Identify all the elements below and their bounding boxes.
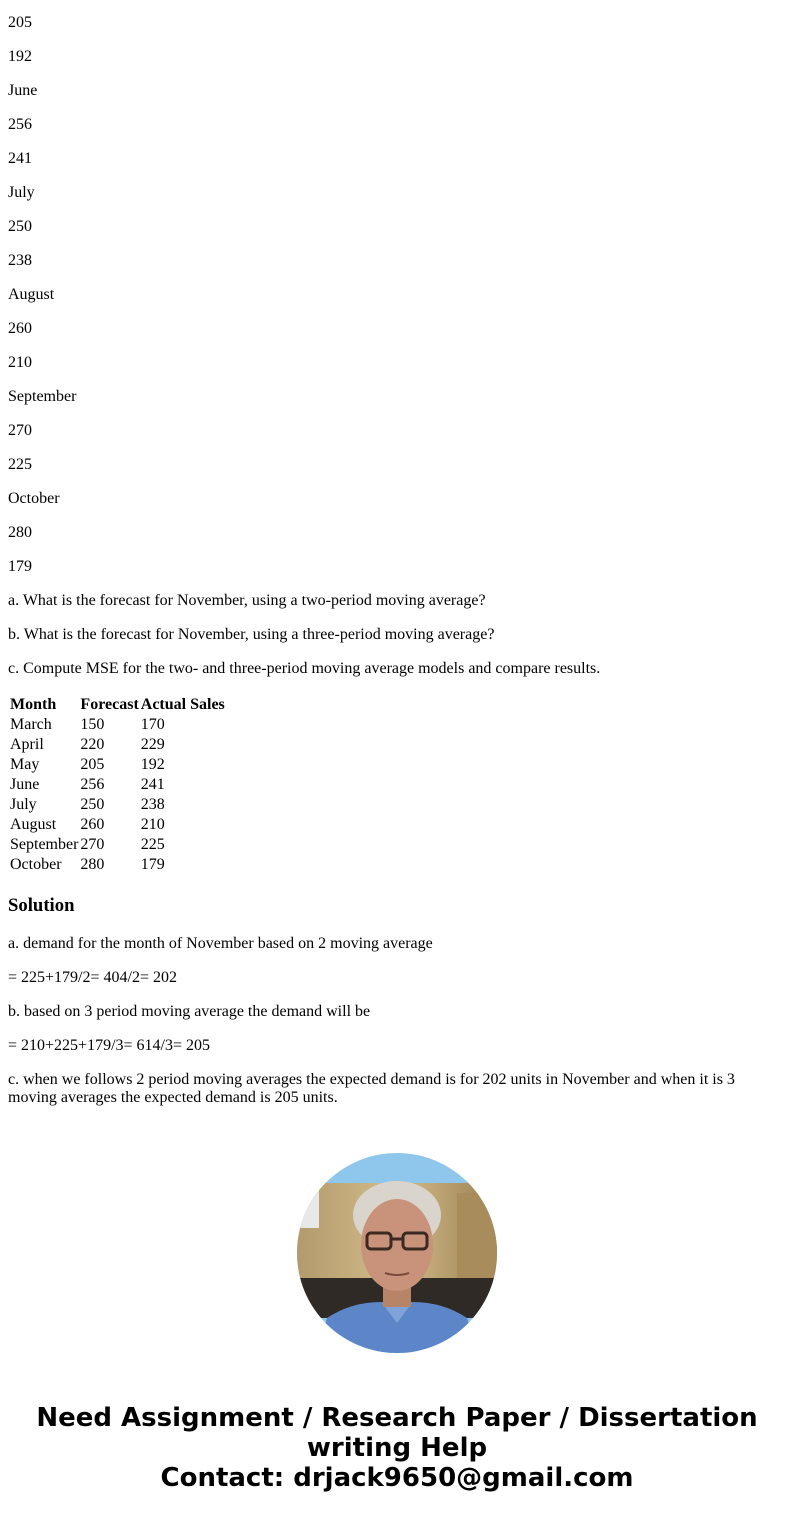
table-cell-forecast: 150 (80, 716, 105, 733)
question-data-line: 270 (8, 422, 32, 439)
table-cell-forecast: 250 (80, 796, 105, 813)
table-cell-forecast: 205 (80, 756, 105, 773)
solution-a-calc: = 225+179/2= 404/2= 202 (8, 969, 177, 986)
table-cell-month: March (10, 716, 52, 733)
table-cell-actual-sales: 238 (140, 796, 165, 813)
author-avatar (297, 1153, 497, 1353)
table-cell-forecast: 270 (80, 836, 105, 853)
solution-c-text: c. when we follows 2 period moving averages the expected demand is for 202 units in November and when it is 3 moving averages the expected demand is 205 units. (8, 1071, 735, 1106)
table-header-row (10, 696, 225, 714)
table-cell-month: July (10, 796, 37, 813)
question-data-line: 241 (8, 150, 32, 167)
contact-banner (0, 1403, 794, 1493)
table-cell-actual-sales: 229 (140, 736, 165, 753)
question-part-a: a. What is the forecast for November, using a two-period moving average? (8, 592, 486, 609)
table-header-actual-sales: Actual Sales (140, 696, 225, 713)
question-data-line: September (8, 388, 77, 405)
table-row (10, 816, 225, 834)
table-header-forecast: Forecast (80, 696, 139, 713)
question-part-b: b. What is the forecast for November, using a three-period moving average? (8, 626, 495, 643)
contact-banner-line-2: writing Help (306, 1433, 488, 1463)
table-row (10, 856, 225, 874)
table-row (10, 796, 225, 814)
solution-b-calc: = 210+225+179/3= 614/3= 205 (8, 1037, 211, 1054)
question-data-line: October (8, 490, 60, 507)
question-data-line: June (8, 82, 38, 99)
table-cell-actual-sales: 225 (140, 836, 165, 853)
question-part-c: c. Compute MSE for the two- and three-period moving average models and compare results. (8, 660, 601, 677)
table-cell-month: October (10, 856, 62, 873)
table-cell-month: June (10, 776, 40, 793)
table-cell-month: August (10, 816, 57, 833)
solution-b-text: b. based on 3 period moving average the demand will be (8, 1003, 371, 1020)
question-data-line: 238 (8, 252, 32, 269)
table-cell-actual-sales: 241 (140, 776, 165, 793)
question-data-line: 256 (8, 116, 32, 133)
table-cell-actual-sales: 170 (140, 716, 165, 733)
question-data-line: 210 (8, 354, 32, 371)
question-data-line: 280 (8, 524, 32, 541)
table-cell-month: May (10, 756, 40, 773)
question-data-line: 250 (8, 218, 32, 235)
table-body (10, 716, 225, 874)
solution-a-text: a. demand for the month of November based on 2 moving average (8, 935, 433, 952)
table-header-month: Month (10, 696, 57, 713)
solution-heading: Solution (8, 895, 75, 916)
question-data-line: 225 (8, 456, 32, 473)
table-cell-month: April (10, 736, 44, 753)
table-cell-forecast: 220 (80, 736, 105, 753)
question-data-line: July (8, 184, 35, 201)
table-row (10, 836, 225, 854)
contact-banner-line-3: Contact: drjack9650@gmail.com (160, 1463, 634, 1493)
question-data-line: 192 (8, 48, 32, 65)
table-cell-actual-sales: 210 (140, 816, 165, 833)
table-cell-actual-sales: 179 (140, 856, 165, 873)
table-row (10, 776, 225, 794)
question-data-line: 260 (8, 320, 32, 337)
table-cell-forecast: 256 (80, 776, 105, 793)
table-row (10, 736, 225, 754)
contact-banner-line-1: Need Assignment / Research Paper / Dissertation (36, 1403, 758, 1433)
question-data-line: 205 (8, 14, 32, 31)
table-row (10, 716, 225, 734)
table-row (10, 756, 225, 774)
sales-table (8, 694, 227, 876)
table-cell-forecast: 260 (80, 816, 105, 833)
author-photo-icon (297, 1153, 497, 1353)
table-cell-actual-sales: 192 (140, 756, 165, 773)
question-data-line: 179 (8, 558, 32, 575)
table-cell-forecast: 280 (80, 856, 105, 873)
question-data-line: August (8, 286, 55, 303)
table-cell-month: September (10, 836, 79, 853)
